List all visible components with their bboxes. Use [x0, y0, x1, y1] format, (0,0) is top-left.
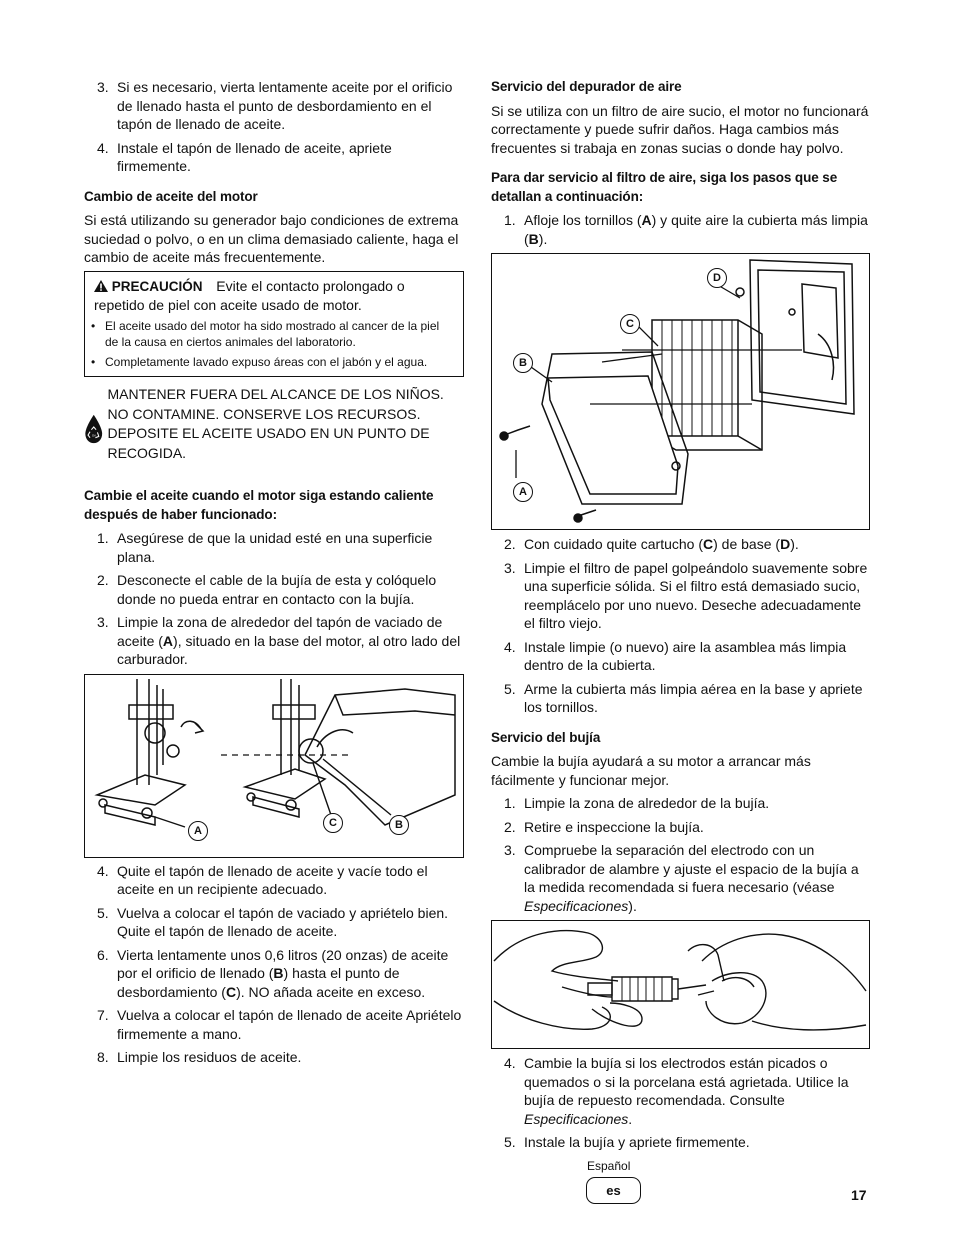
right-column	[491, 78, 871, 1152]
page-number: 17	[851, 1187, 867, 1203]
spark-plug-steps-rest	[491, 1054, 871, 1152]
oil-recycle-drop-icon	[84, 385, 103, 473]
spark-plug-paragraph: Cambie la bujía ayudará a su motor a arrancar más fácilmente y funcionar mejor.	[491, 753, 811, 788]
caution-label: PRECAUCIÓN	[94, 279, 206, 294]
caution-bullet: • El aceite usado del motor ha sido mostrado al cancer de la piel de la causa en ciertos animales del laboratorio.	[94, 318, 455, 351]
spark-plug-figure	[491, 920, 870, 1049]
refill-steps	[84, 862, 464, 1067]
air-cleaner-paragraph: Si se utiliza con un filtro de aire sucio, el motor no funcionará correctamente y puede sufrir daños. Haga cambios más frecuentes si trabaja en zonas sucias o donde hay polvo.	[491, 102, 869, 156]
figure-label-b: B	[389, 815, 409, 835]
figure-label-b: B	[513, 353, 533, 373]
air-cleaner-heading: Servicio del depurador de aire	[491, 79, 682, 94]
air-filter-figure	[491, 253, 870, 530]
air-steps-heading: Para dar servicio al filtro de aire, siga los pasos que se detallan a continuación:	[491, 170, 838, 204]
figure-label-c: C	[620, 314, 640, 334]
list-item: 2. Desconecte el cable de la bujía de esta y colóquelo donde no pueda entrar en contacto con la bujía.	[97, 572, 437, 607]
svg-text:Oil: Oil	[91, 433, 96, 438]
list-item: 6. Vierta lentamente unos 0,6 litros (20 onzas) de aceite por el orificio de llenado (B) hasta el punto de desbordamiento (C). NO añada aceite en exceso.	[97, 946, 449, 1000]
list-item: 4. Cambie la bujía si los electrodos están picados o quemados o si la porcelana está agrietada. Utilice la bujía de repuesto recomendada. Consulte Especificaciones.	[504, 1055, 849, 1127]
list-item: 3. Compruebe la separación del electrodo con un calibrador de alambre y ajuste el espacio de la bujía a la medida recomendada si fuera necesario (véase Especificaciones).	[504, 842, 859, 914]
list-item: 1. Limpie la zona de alrededor de la bujía.	[504, 795, 770, 811]
figure-label-d: D	[707, 268, 727, 288]
oil-recycle-notice	[84, 385, 464, 473]
warm-engine-heading: Cambie el aceite cuando el motor siga estando caliente después de haber funcionado:	[84, 488, 434, 522]
list-item: 4. Quite el tapón de llenado de aceite y vacíe todo el aceite en un recipiente adecuado.	[97, 862, 428, 897]
figure-label-a: A	[513, 482, 533, 502]
spark-plug-gap-illustration	[492, 921, 868, 1047]
footer-language: Español	[587, 1159, 631, 1173]
left-column	[84, 78, 464, 1067]
oil-fill-steps	[84, 78, 464, 176]
list-item: 5. Vuelva a colocar el tapón de vaciado y apriételo bien. Quite el tapón de llenado de aceite.	[97, 904, 449, 939]
list-item: 3. Limpie el filtro de papel golpeándolo suavemente sobre una superficie sólida. Si el filtro está demasiado sucio, reemplácelo por uno nuevo. Deseche adecuadamente el filtro viejo.	[504, 559, 868, 631]
oil-notice-text: MANTENER FUERA DEL ALCANCE DE LOS NIÑOS. NO CONTAMINE. CONSERVE LOS RECURSOS. DEPOSITE EL ACEITE USADO EN UN PUNTO DE RECOGIDA.	[107, 386, 444, 461]
oil-change-heading: Cambio de aceite del motor	[84, 188, 258, 204]
air-steps-first	[491, 211, 871, 248]
caution-bullet: • Completamente lavado expuso áreas con el jabón y el agua.	[94, 354, 455, 371]
list-item: 4. Instale el tapón de llenado de aceite, apriete firmemente.	[97, 139, 392, 174]
spark-plug-heading: Servicio del bujía	[491, 729, 601, 745]
figure-label-a: A	[188, 821, 208, 841]
list-item: 1. Afloje los tornillos (A) y quite aire la cubierta más limpia (B).	[504, 212, 868, 247]
spark-plug-steps	[491, 794, 871, 915]
air-steps-rest	[491, 535, 871, 717]
figure-label-c: C	[323, 813, 343, 833]
list-item: 1. Asegúrese de que la unidad esté en una superficie plana.	[97, 530, 433, 565]
list-item: 4. Instale limpie (o nuevo) aire la asamblea más limpia dentro de la cubierta.	[504, 638, 847, 673]
oil-drain-figure	[84, 674, 464, 858]
caution-box	[84, 271, 464, 378]
drain-steps	[84, 529, 464, 669]
list-item: 2. Con cuidado quite cartucho (C) de base (D).	[504, 536, 799, 552]
air-filter-illustration	[492, 254, 868, 528]
language-tab: es	[586, 1177, 641, 1204]
list-item: 5. Instale la bujía y apriete firmemente.	[504, 1134, 750, 1150]
list-item: 8. Limpie los residuos de aceite.	[97, 1049, 302, 1065]
warning-triangle-icon	[94, 280, 108, 292]
list-item: 2. Retire e inspeccione la bujía.	[504, 818, 704, 835]
caution-text: Evite el contacto prolongado o repetido de piel con aceite usado de motor.	[94, 277, 405, 313]
list-item: 3. Si es necesario, vierta lentamente aceite por el orificio de llenado hasta el punto de desbordamiento en el tapón de llenado de aceite.	[97, 79, 453, 132]
list-item: 5. Arme la cubierta más limpia aérea en la base y apriete los tornillos.	[504, 680, 863, 715]
list-item: 7. Vuelva a colocar el tapón de llenado de aceite Apriételo firmemente a mano.	[97, 1007, 462, 1042]
oil-change-paragraph: Si está utilizando su generador bajo condiciones de extrema suciedad o polvo, o en un clima demasiado caliente, haga el cambio de aceite más frecuentemente.	[84, 212, 459, 265]
list-item: 3. Limpie la zona de alrededor del tapón de vaciado de aceite (A), situado en la base del motor, al otro lado del carburador.	[97, 614, 461, 667]
